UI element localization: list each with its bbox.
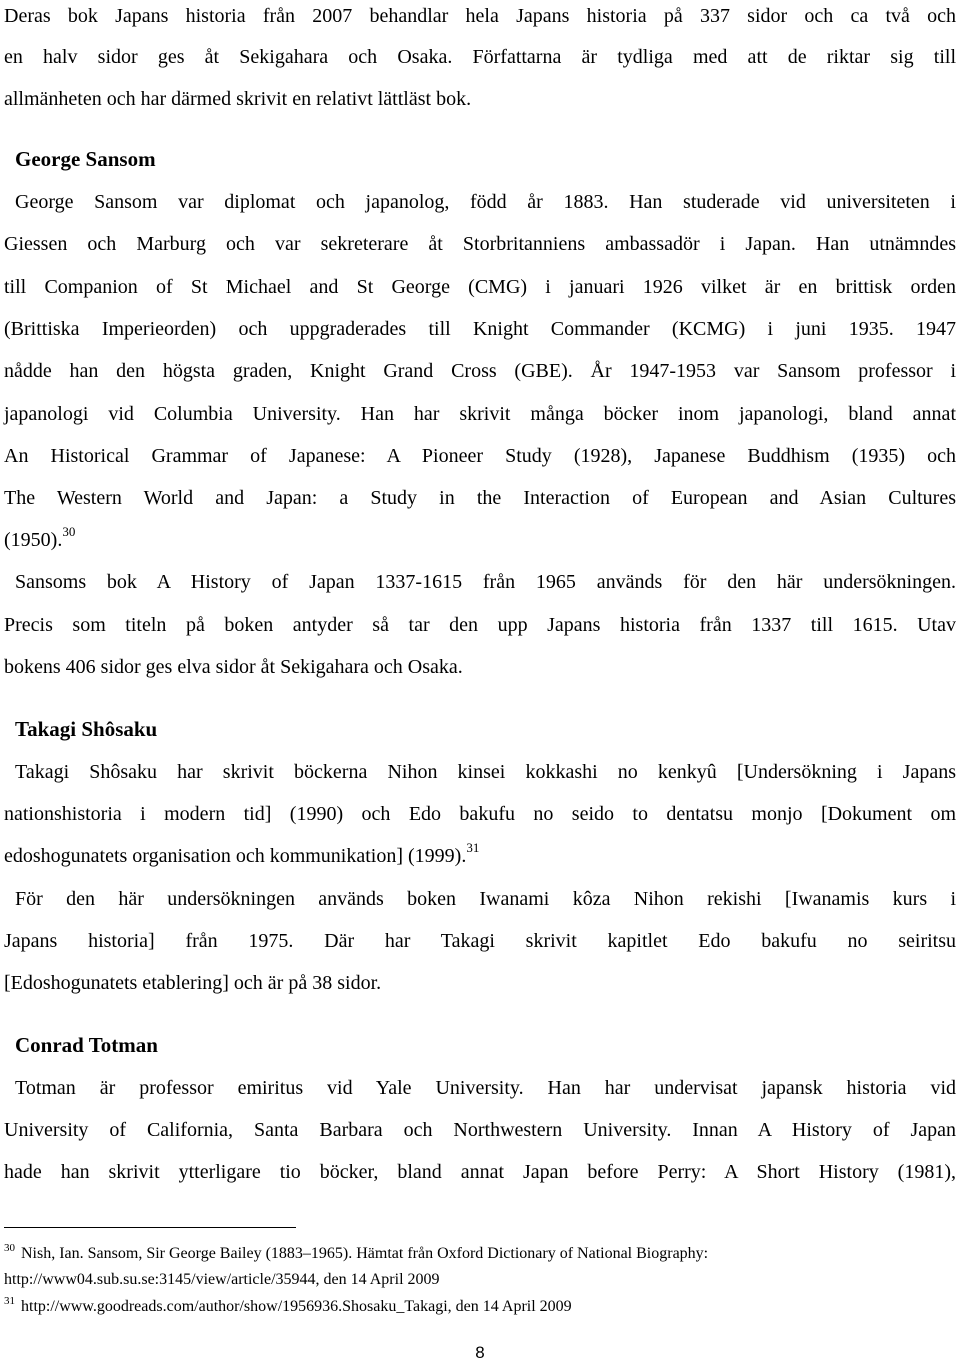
body-text-line: [4, 840, 956, 868]
body-text-line: till Companion of St Michael and St George (CMG) i januari 1926 vilket är en brittisk orden: [4, 276, 956, 298]
body-text-line: The Western World and Japan: a Study in the Interaction of European and Asian Cultures: [4, 487, 956, 509]
body-text-line: Totman är professor emiritus vid Yale University. Han har undervisat japansk historia vid: [15, 1077, 956, 1099]
section-heading-takagi: Takagi Shôsaku: [15, 717, 158, 741]
body-text-line: An Historical Grammar of Japanese: A Pioneer Study (1928), Japanese Buddhism (1935) och: [4, 445, 956, 467]
body-text-fragment: edoshogunatets organisation och kommunikation] (1999).: [4, 845, 467, 867]
footnote-text: Nish, Ian. Sansom, Sir George Bailey (1883–1965). Hämtat från Oxford Dictionary of National Biography:: [21, 1245, 709, 1262]
footnote-separator: [4, 1227, 296, 1228]
body-text-line: nationshistoria i modern tid] (1990) och Edo bakufu no seido to dentatsu monjo [Dokument om: [4, 803, 956, 825]
body-text-line: För den här undersökningen används boken Iwanami kôza Nihon rekishi [Iwanamis kurs i: [15, 888, 956, 910]
body-text-line: nådde han den högsta graden, Knight Grand Cross (GBE). År 1947-1953 var Sansom professor i: [4, 360, 956, 382]
body-text-line: japanologi vid Columbia University. Han har skrivit många böcker inom japanologi, bland annat: [4, 403, 956, 425]
footnote-number: 30: [4, 1241, 15, 1254]
body-text-line: en halv sidor ges åt Sekigahara och Osaka. Författarna är tydliga med att de riktar sig till: [4, 46, 956, 68]
footnote-reference: 31: [466, 840, 480, 856]
footnote-link[interactable]: http://www.goodreads.com/author/show/1956936.Shosaku_Takagi, den 14 April 2009: [21, 1298, 572, 1315]
body-text-fragment: (1950).: [4, 529, 63, 551]
footnote-reference: 30: [62, 524, 76, 540]
body-text-line: (Brittiska Imperieorden) och uppgraderades till Knight Commander (KCMG) i juni 1935. 1947: [4, 318, 956, 340]
body-text-line: Giessen och Marburg och var sekreterare åt Storbritanniens ambassadör i Japan. Han utnämndes: [4, 233, 956, 255]
body-text-line: hade han skrivit ytterligare tio böcker, bland annat Japan before Perry: A Short History (1981),: [4, 1161, 956, 1183]
body-text-line: [4, 524, 956, 552]
footnote-number: 31: [4, 1294, 15, 1307]
body-text-line: University of California, Santa Barbara och Northwestern University. Innan A History of Japan: [4, 1119, 956, 1141]
body-text-line: bokens 406 sidor ges elva sidor åt Sekigahara och Osaka.: [4, 656, 463, 678]
body-text-line: Precis som titeln på boken antyder så tar den upp Japans historia från 1337 till 1615. Utav: [4, 614, 956, 636]
footnote-30: [4, 1241, 956, 1264]
body-text-line: allmänheten och har därmed skrivit en relativt lättläst bok.: [4, 88, 472, 110]
footnote-30-url[interactable]: http://www04.sub.su.se:3145/view/article/35944, den 14 April 2009: [4, 1271, 440, 1288]
body-text-line: Japans historia] från 1975. Där har Takagi skrivit kapitlet Edo bakufu no seiritsu: [4, 930, 956, 952]
body-text-line: Takagi Shôsaku har skrivit böckerna Nihon kinsei kokkashi no kenkyû [Undersökning i Japans: [15, 761, 956, 783]
body-text-line: Deras bok Japans historia från 2007 behandlar hela Japans historia på 337 sidor och ca två och: [4, 5, 956, 27]
footnote-31: [4, 1294, 956, 1317]
section-heading-sansom: George Sansom: [15, 147, 156, 171]
body-text-line: [Edoshogunatets etablering] och är på 38 sidor.: [4, 972, 382, 994]
body-text-line: Sansoms bok A History of Japan 1337-1615 från 1965 används för den här undersökningen.: [15, 571, 956, 593]
body-text-line: George Sansom var diplomat och japanolog, född år 1883. Han studerade vid universiteten i: [15, 191, 956, 213]
page-number: 8: [475, 1343, 485, 1362]
section-heading-totman: Conrad Totman: [15, 1033, 158, 1057]
